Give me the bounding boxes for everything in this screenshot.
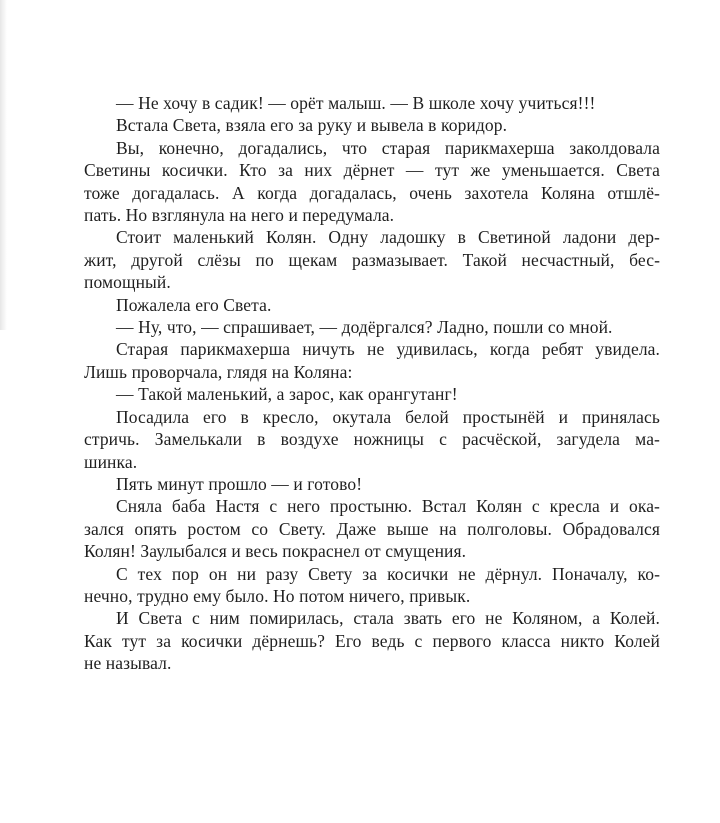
text-line: — Ну, что, — спрашивает, — додёргался? Ладно, пошли со мной. xyxy=(116,317,613,338)
scan-edge-artifact xyxy=(0,0,7,330)
story-text xyxy=(84,92,660,675)
text-line: Вы, конечно, догадались, что старая парикмахерша заколдовала xyxy=(116,137,660,158)
text-line: Встала Света, взяла его за руку и вывела в коридор. xyxy=(116,115,508,136)
text-line: Стоит маленький Колян. Одну ладошку в Светиной ладони дер- xyxy=(116,227,660,248)
text-line: — Такой маленький, а зарос, как орангутанг! xyxy=(116,384,458,405)
text-line: тоже догадалась. А когда догадалась, очень захотела Коляна отшлё- xyxy=(84,182,660,203)
text-line: пать. Но взглянула на него и передумала. xyxy=(84,205,395,226)
text-line: — Не хочу в садик! — орёт малыш. — В школе хочу учиться!!! xyxy=(116,93,596,113)
text-line: жит, другой слёзы по щекам размазывает. Такой несчастный, бес- xyxy=(84,249,660,270)
text-line: Пять минут прошло — и готово! xyxy=(116,473,363,494)
text-line: Пожалела его Света. xyxy=(116,294,272,315)
text-line: Колян! Заулыбался и весь покраснел от смущения. xyxy=(84,541,467,562)
text-line: Посадила его в кресло, окутала белой простынёй и принялась xyxy=(116,406,660,427)
text-line: Старая парикмахерша ничуть не удивилась, когда ребят увидела. xyxy=(116,339,660,360)
text-line: И Света с ним помирилась, стала звать его не Коляном, а Колей. xyxy=(116,608,660,629)
text-line: шинка. xyxy=(84,451,138,472)
text-line: стричь. Замелькали в воздухе ножницы с расчёской, загудела ма- xyxy=(84,429,660,450)
text-line: Светины косички. Кто за них дёрнет — тут же уменьшается. Света xyxy=(84,160,660,181)
text-line: нечно, трудно ему было. Но потом ничего, привык. xyxy=(84,585,471,606)
text-line: зался опять ростом со Свету. Даже выше на полголовы. Обрадовался xyxy=(84,518,660,539)
text-line: Как тут за косички дёрнешь? Его ведь с первого класса никто Колей xyxy=(84,630,660,651)
text-line: помощный. xyxy=(84,272,171,293)
text-line: не называл. xyxy=(84,653,172,674)
text-line: С тех пор он ни разу Свету за косички не дёрнул. Поначалу, ко- xyxy=(116,563,660,584)
text-line: Лишь проворчала, глядя на Коляна: xyxy=(84,361,353,382)
text-line: Сняла баба Настя с него простыню. Встал Колян с кресла и ока- xyxy=(116,496,660,517)
